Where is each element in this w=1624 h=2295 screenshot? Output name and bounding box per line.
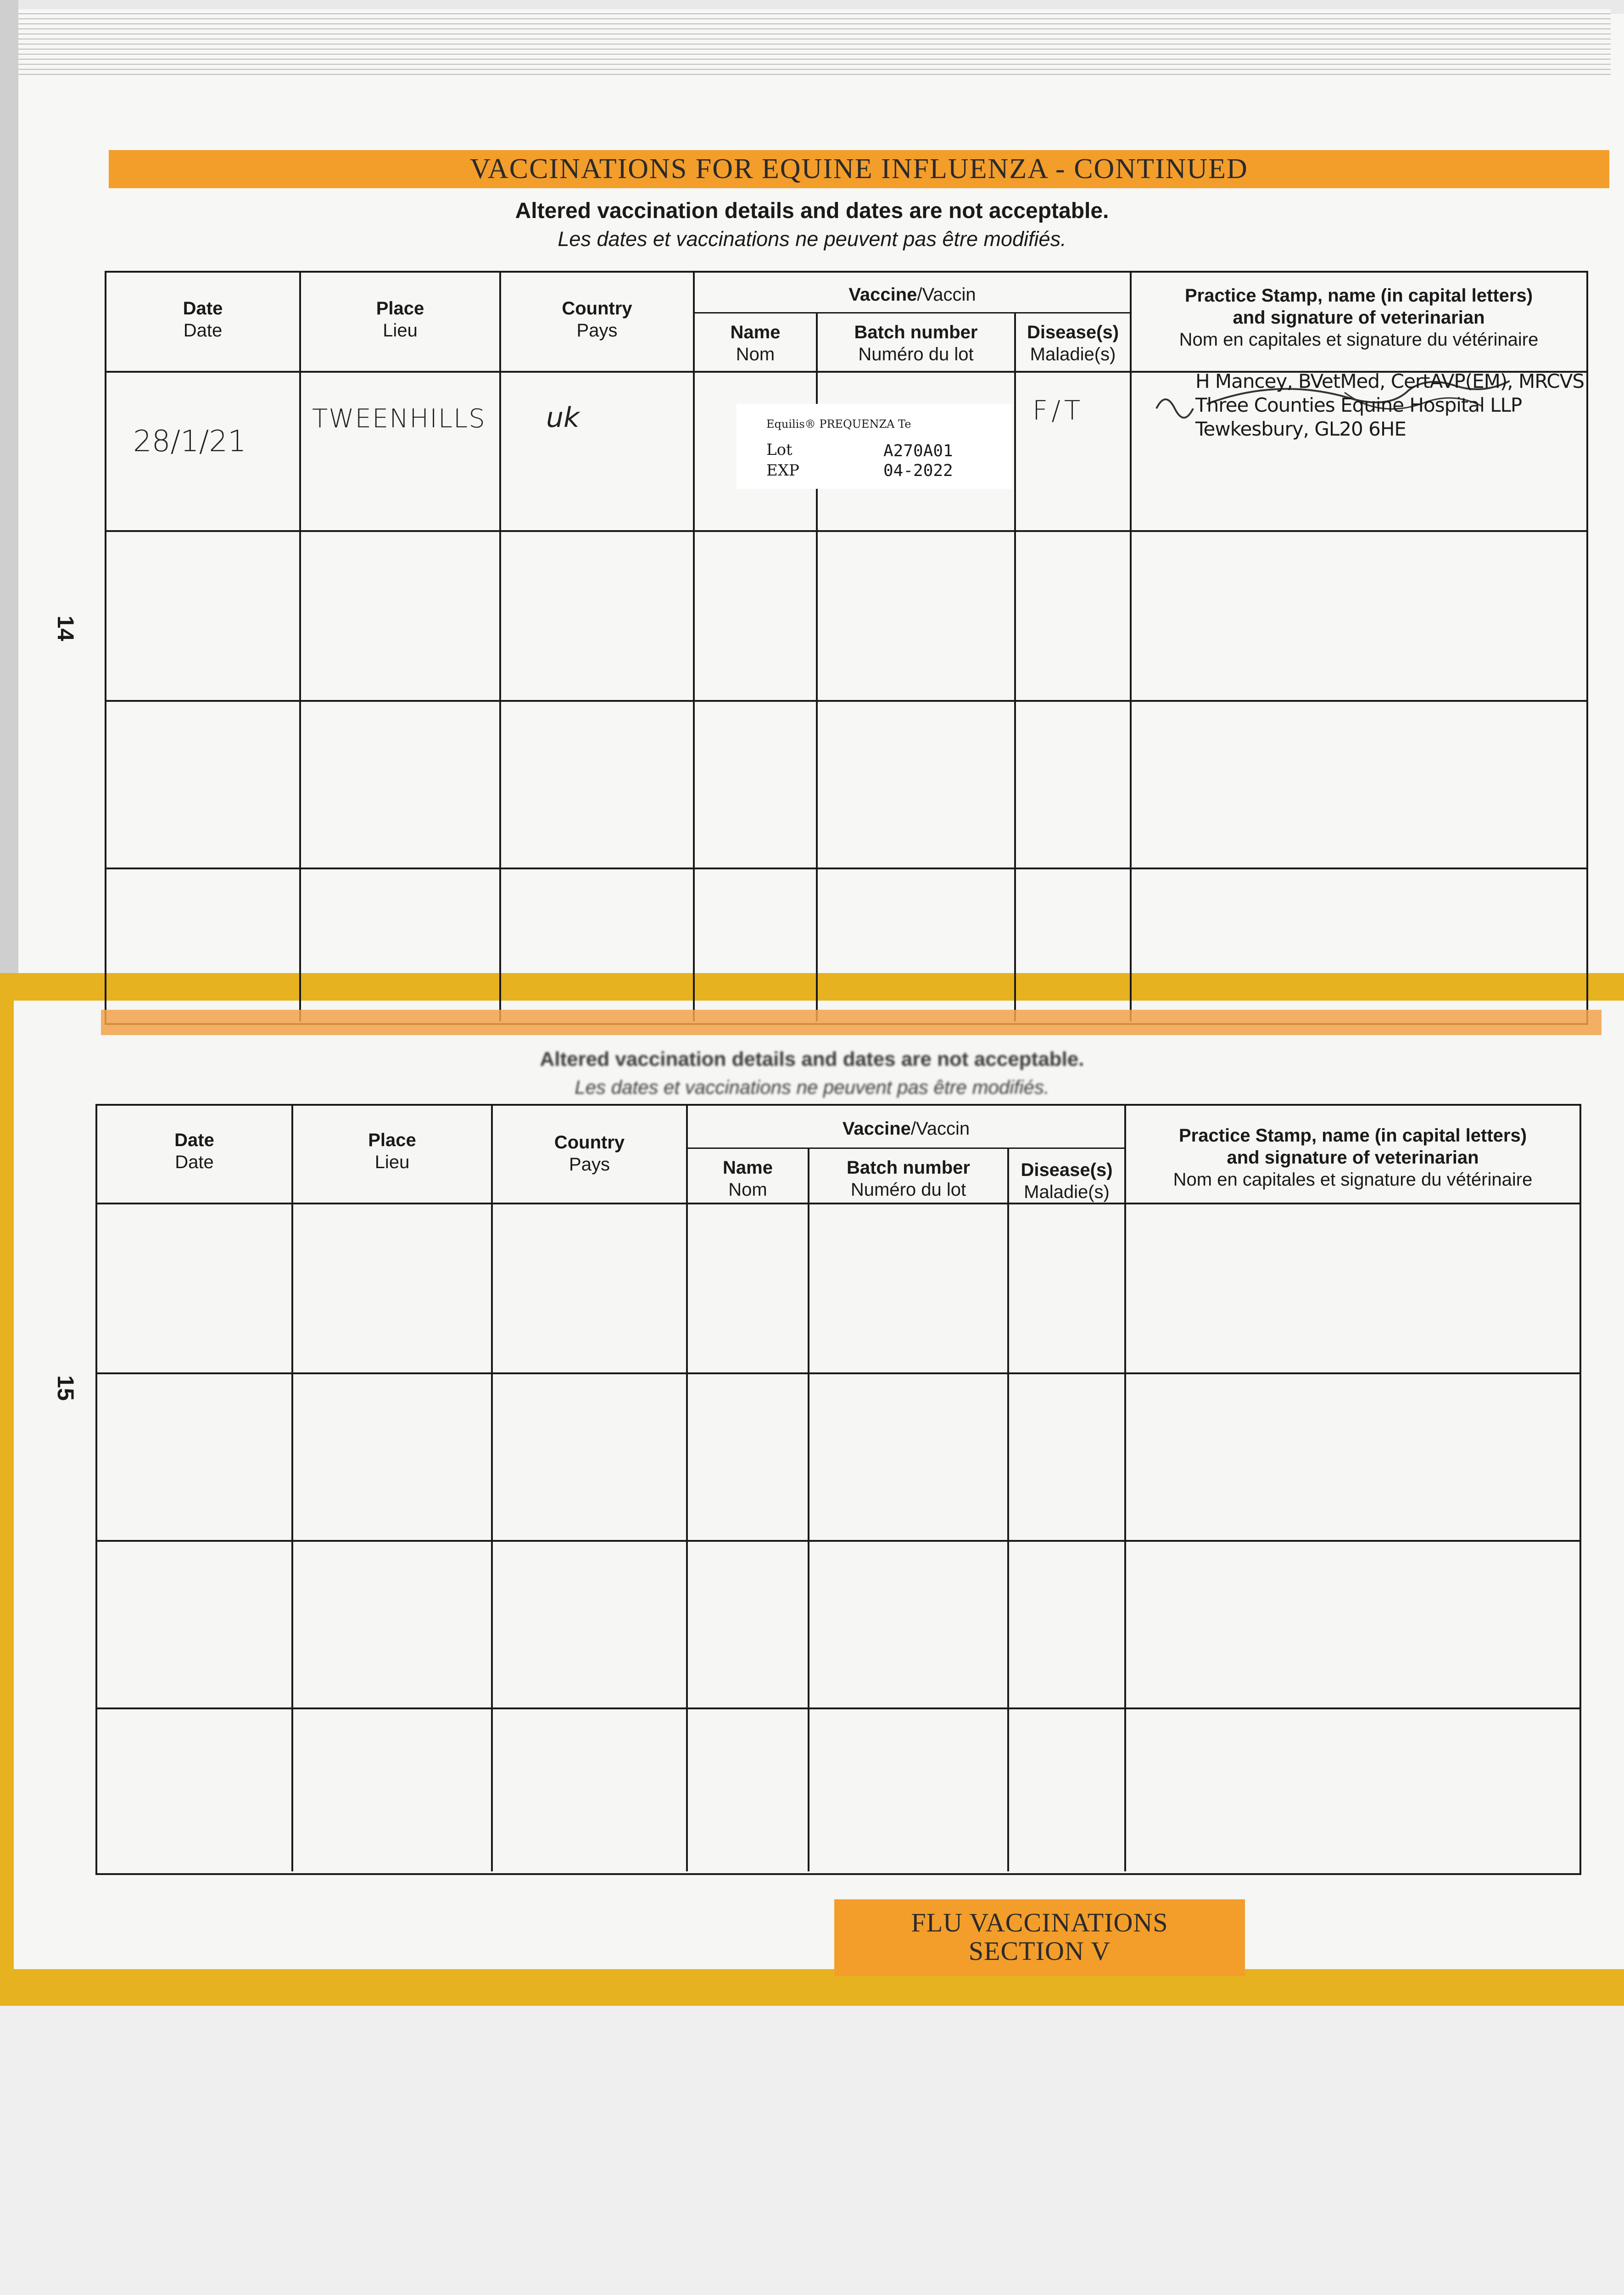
page-number-15: 15 [52, 1375, 78, 1401]
notice-french: Les dates et vaccinations ne peuvent pas être modifiés. [558, 227, 1066, 251]
entry-country: uk [546, 402, 580, 434]
header-disease: Disease(s) Maladie(s) [1027, 322, 1119, 364]
header-practice-stamp-bottom: Practice Stamp, name (in capital letters) and signature of veterinarian Nom en capitales et signature du vétérinaire [1173, 1125, 1533, 1190]
notice-english-bottom: Altered vaccination details and dates are not acceptable. [540, 1048, 1084, 1070]
page-number-14: 14 [52, 616, 78, 641]
notice-english: Altered vaccination details and dates are not acceptable. [515, 199, 1109, 223]
stacked-page-edges [14, 9, 1611, 78]
section-banner-hidden [101, 1010, 1602, 1035]
header-practice-stamp: Practice Stamp, name (in capital letters) and signature of veterinarian Nom en capitales et signature du vétérinaire [1179, 285, 1539, 350]
vaccination-table-bottom [95, 1104, 1581, 1875]
header-place-bottom: Place Lieu [368, 1130, 416, 1172]
entry-disease: F/T [1032, 395, 1084, 426]
scanner-background [0, 2006, 1624, 2295]
header-country: Country Pays [562, 298, 632, 341]
binding-edge [0, 0, 18, 1010]
section-banner: VACCINATIONS FOR EQUINE INFLUENZA - CONTINUED [109, 150, 1609, 188]
section-label: FLU VACCINATIONS SECTION V [834, 1899, 1245, 1976]
practice-stamp: H Mancey, BVetMed, CertAVP(EM), MRCVS Three Counties Equine Hospital LLP Tewkesbury, GL20 6HE [1195, 370, 1585, 440]
entry-date: 28/1/21 [133, 425, 246, 459]
header-batch: Batch number Numéro du lot [854, 322, 978, 364]
vaccine-batch-sticker: Equilis® PREQUENZA Te Lot EXP A270A01 04-2022 [737, 404, 1012, 489]
header-place: Place Lieu [376, 298, 424, 341]
entry-place: TWEENHILLS [312, 404, 486, 434]
header-name: Name Nom [730, 322, 781, 364]
header-vaccine-bottom: Vaccine/Vaccin [842, 1119, 970, 1139]
header-country-bottom: Country Pays [554, 1132, 625, 1175]
header-date-bottom: Date Date [174, 1130, 214, 1172]
header-batch-bottom: Batch number Numéro du lot [847, 1158, 970, 1200]
header-date: Date Date [183, 298, 223, 341]
header-disease-bottom: Disease(s) Maladie(s) [1021, 1160, 1113, 1202]
header-name-bottom: Name Nom [723, 1158, 773, 1200]
notice-french-bottom: Les dates et vaccinations ne peuvent pas être modifiés. [575, 1076, 1049, 1098]
header-vaccine: Vaccine/Vaccin [848, 285, 976, 305]
